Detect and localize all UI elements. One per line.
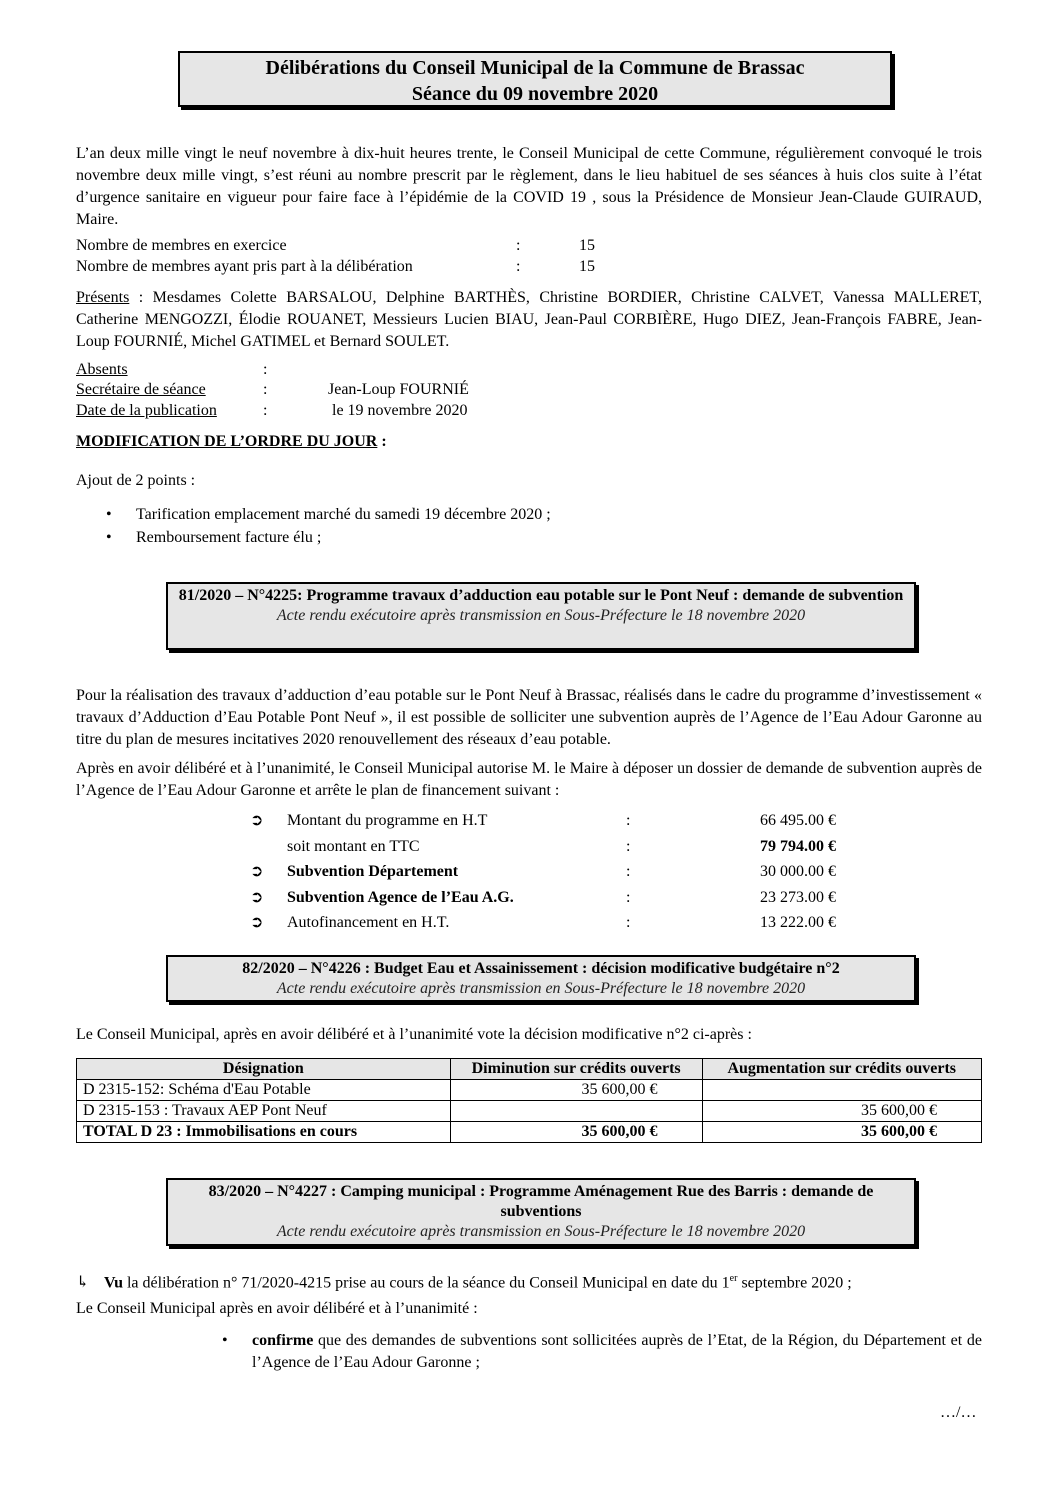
members-label: Nombre de membres en exercice xyxy=(76,237,287,254)
deliberation-82-subtitle: Acte rendu exécutoire après transmission en Sous-Préfecture le 18 novembre 2020 xyxy=(276,980,806,997)
presents-label: Présents xyxy=(76,289,130,306)
agenda-item xyxy=(106,504,551,525)
publication-date-row xyxy=(76,400,676,421)
bullet-icon: • xyxy=(222,1332,228,1349)
financing-sep: : xyxy=(626,888,631,906)
page-continuation: …/… xyxy=(940,1404,977,1421)
cell-decrease: 35 600,00 € xyxy=(450,1122,702,1143)
session-date: Séance du 09 novembre 2020 xyxy=(411,83,659,105)
deliberation-81-header xyxy=(166,582,916,650)
financing-sep: : xyxy=(626,863,631,881)
presents-paragraph xyxy=(76,287,982,353)
vu-label: Vu xyxy=(104,1274,123,1292)
hook-arrow-icon: ↳ xyxy=(76,1274,90,1292)
table-total-row xyxy=(77,1122,982,1143)
financing-label: Subvention Département xyxy=(287,863,459,881)
table-row xyxy=(77,1080,982,1101)
absents-label: Absents xyxy=(76,361,128,378)
financing-label: Montant du programme en H.T xyxy=(287,812,488,829)
voters-count-row xyxy=(76,256,676,277)
budget-modification-table xyxy=(76,1058,982,1143)
members-count-row xyxy=(76,235,676,256)
financing-amount: 23 273.00 € xyxy=(760,888,836,906)
secretary-label: Secrétaire de séance xyxy=(76,381,206,398)
bullet-icon: • xyxy=(106,529,112,546)
column-header-designation: Désignation xyxy=(77,1059,451,1080)
voters-label: Nombre de membres ayant pris part à la délibération xyxy=(76,258,413,275)
deliberation-81-subtitle: Acte rendu exécutoire après transmission en Sous-Préfecture le 18 novembre 2020 xyxy=(276,607,806,624)
secretary-row xyxy=(76,379,676,400)
publication-label: Date de la publication xyxy=(76,402,217,419)
financing-row xyxy=(250,910,840,935)
cell-designation: D 2315-152: Schéma d'Eau Potable xyxy=(77,1080,451,1101)
secretary-sep: : xyxy=(263,381,268,398)
cell-increase xyxy=(702,1080,982,1101)
members-sep: : xyxy=(516,237,521,254)
arrow-right-icon: ➲ xyxy=(250,914,264,932)
publication-value: le 19 novembre 2020 xyxy=(332,402,468,419)
financing-row xyxy=(250,808,840,833)
financing-sep: : xyxy=(626,812,631,829)
financing-label: Autofinancement en H.T. xyxy=(287,914,450,932)
bullet-icon: • xyxy=(106,506,112,523)
deliberation-83-subtitle: Acte rendu exécutoire après transmission en Sous-Préfecture le 18 novembre 2020 xyxy=(276,1223,806,1240)
absents-row xyxy=(76,359,676,380)
cell-designation: TOTAL D 23 : Immobilisations en cours xyxy=(77,1122,451,1143)
deliberation-83-decision: Le Conseil Municipal après en avoir délibéré et à l’unanimité : xyxy=(76,1300,478,1317)
deliberation-82-header xyxy=(166,955,916,1002)
publication-sep: : xyxy=(263,402,268,419)
financing-amount: 79 794.00 € xyxy=(760,837,836,855)
voters-sep: : xyxy=(516,258,521,275)
vu-end: septembre 2020 ; xyxy=(737,1274,852,1292)
financing-sep: : xyxy=(626,914,631,932)
cell-increase: 35 600,00 € xyxy=(702,1122,982,1143)
arrow-right-icon: ➲ xyxy=(250,812,264,829)
vu-text: la délibération n° 71/2020-4215 prise au cours de la séance du Conseil Municipal en date du 1 xyxy=(122,1274,730,1292)
confirm-text: que des demandes de subventions sont sollicitées auprès de l’Etat, de la Région, du Département et de l’Agence de l’Eau Adour Garonne ; xyxy=(252,1332,982,1371)
table-row xyxy=(77,1101,982,1122)
financing-row xyxy=(250,885,840,910)
agenda-heading-suffix: : xyxy=(377,433,387,450)
agenda-intro: Ajout de 2 points : xyxy=(76,472,196,489)
table-header-row xyxy=(77,1059,982,1080)
financing-sep: : xyxy=(626,837,631,855)
agenda-item-text: Tarification emplacement marché du samedi 19 décembre 2020 ; xyxy=(136,506,551,523)
vu-superscript: er xyxy=(729,1273,738,1284)
financing-row xyxy=(250,834,840,859)
cell-designation: D 2315-153 : Travaux AEP Pont Neuf xyxy=(77,1101,451,1122)
deliberation-83-title: 83/2020 – N°4227 : Camping municipal : Programme Aménagement Rue des Barris : demande de subventions xyxy=(208,1183,874,1220)
intro-paragraph: L’an deux mille vingt le neuf novembre à dix-huit heures trente, le Conseil Municipal de cette Commune, régulièrement convoqué le trois novembre deux mille vingt, s’est réuni au nombre prescrit par le règlement, dans le lieu habituel de ses séances à huis clos suite à l’état d’urgence sanitaire en vigueur pour faire face à l’épidémie de la COVID 19 , sous la Présidence de Monsieur Jean-Claude GUIRAUD, Maire. xyxy=(76,145,982,228)
arrow-right-icon: ➲ xyxy=(250,863,264,881)
agenda-item-text: Remboursement facture élu ; xyxy=(136,529,322,546)
absents-sep: : xyxy=(263,361,268,378)
deliberation-83-header xyxy=(166,1178,916,1246)
deliberation-81-context: Pour la réalisation des travaux d’adduction d’eau potable sur le Pont Neuf à Brassac, réalisés dans le cadre du programme d’investissement « travaux d’Adduction d’Eau Potable Pont Neuf », il est possible de solliciter une subvention auprès de l’Agence de l’Eau Adour Garonne au titre du plan de mesures incitatives 2020 renouvellement des réseaux d’eau potable. xyxy=(76,687,982,748)
agenda-item xyxy=(106,527,321,548)
financing-label: Subvention Agence de l’Eau A.G. xyxy=(287,888,514,906)
financing-row xyxy=(250,859,840,884)
agenda-heading xyxy=(76,431,387,452)
financing-amount: 30 000.00 € xyxy=(760,863,836,881)
confirm-label: confirme xyxy=(252,1332,314,1349)
deliberation-83-item-text xyxy=(252,1330,982,1374)
cell-increase: 35 600,00 € xyxy=(702,1101,982,1122)
members-value: 15 xyxy=(579,237,595,254)
column-header-increase: Augmentation sur crédits ouverts xyxy=(702,1059,982,1080)
deliberation-81-decision: Après en avoir délibéré et à l’unanimité, le Conseil Municipal autorise M. le Maire à déposer un dossier de demande de subvention auprès de l’Agence de l’Eau Adour Garonne et arrête le plan de financement suivant : xyxy=(76,760,982,799)
presents-list: : Mesdames Colette BARSALOU, Delphine BARTHÈS, Christine BORDIER, Christine CALVET, Vanessa MALLERET, Catherine MENGOZZI, Élodie ROUANET, Messieurs Lucien BIAU, Jean-Paul CORBIÈRE, Hugo DIEZ, Jean-François FABRE, Jean-Loup FOURNIÉ, Michel GATIMEL et Bernard SOULET. xyxy=(76,289,982,350)
voters-value: 15 xyxy=(579,258,595,275)
financing-amount: 66 495.00 € xyxy=(760,812,836,829)
secretary-value: Jean-Loup FOURNIÉ xyxy=(328,381,469,398)
deliberation-81-title: 81/2020 – N°4225: Programme travaux d’adduction eau potable sur le Pont Neuf : demande de subvention xyxy=(178,587,904,604)
document-title-box xyxy=(178,51,892,107)
deliberation-83-reference xyxy=(76,1268,852,1293)
deliberation-82-title: 82/2020 – N°4226 : Budget Eau et Assainissement : décision modificative budgétaire n°2 xyxy=(242,960,840,977)
arrow-right-icon: ➲ xyxy=(250,888,264,906)
cell-decrease: 35 600,00 € xyxy=(450,1080,702,1101)
cell-decrease xyxy=(450,1101,702,1122)
deliberation-82-decision: Le Conseil Municipal, après en avoir délibéré et à l’unanimité vote la décision modificative n°2 ci-après : xyxy=(76,1026,752,1043)
agenda-heading-text: MODIFICATION DE L’ORDRE DU JOUR xyxy=(76,433,378,450)
financing-label: soit montant en TTC xyxy=(287,837,420,855)
deliberation-83-item xyxy=(222,1330,982,1374)
financing-amount: 13 222.00 € xyxy=(760,914,836,932)
document-title: Délibérations du Conseil Municipal de la Commune de Brassac xyxy=(265,57,805,79)
column-header-decrease: Diminution sur crédits ouverts xyxy=(450,1059,702,1080)
